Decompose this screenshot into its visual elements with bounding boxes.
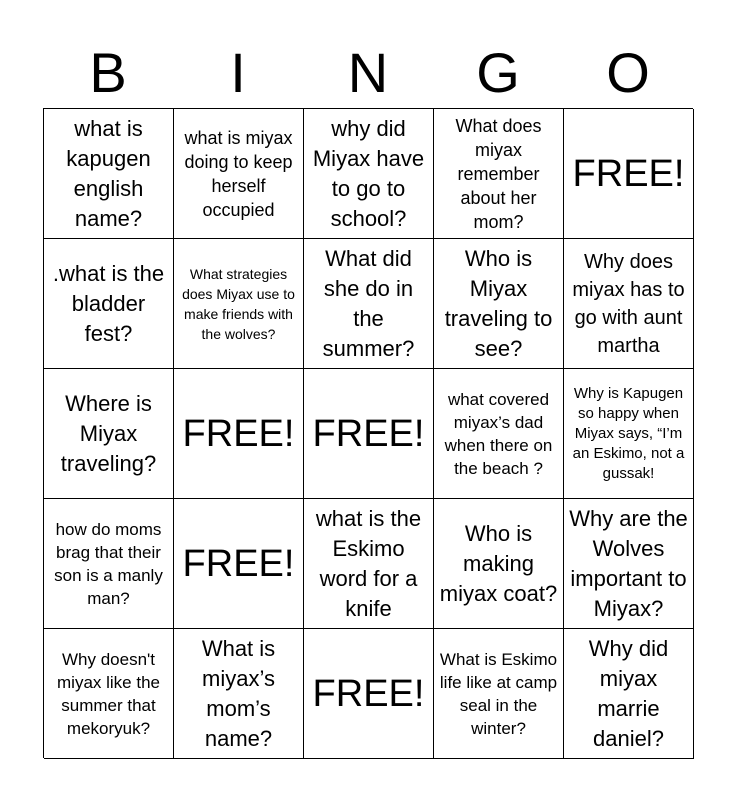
bingo-cell-r3c2-free[interactable]	[174, 369, 304, 499]
bingo-cell-r5c5[interactable]	[564, 629, 694, 759]
bingo-cell-r4c5[interactable]	[564, 499, 694, 629]
bingo-cell-r4c2-free[interactable]	[174, 499, 304, 629]
cell-text: why did Miyax have to go to school?	[312, 115, 425, 231]
cell-text: how do moms brag that their son is a manly man?	[54, 519, 163, 608]
free-space-label: FREE!	[572, 152, 685, 195]
cell-text: Why doesn't miyax like the summer that mekoryuk?	[57, 649, 160, 738]
bingo-cell-r5c2[interactable]	[174, 629, 304, 759]
cell-text: .what is the bladder fest?	[52, 260, 165, 346]
cell-text: Where is Miyax traveling?	[60, 390, 157, 476]
cell-text: What is miyax’s mom’s name?	[201, 635, 276, 751]
header-letter-g: G	[476, 41, 520, 104]
header-letter-o: O	[606, 41, 650, 104]
cell-text: What strategies does Miyax use to make friends with the wolves?	[182, 265, 295, 342]
bingo-cell-r5c1[interactable]	[44, 629, 174, 759]
header-letter-n: N	[347, 41, 389, 104]
header-letter-b: B	[89, 41, 127, 104]
bingo-cell-r2c1[interactable]	[44, 239, 174, 369]
free-space-label: FREE!	[312, 672, 425, 715]
cell-text: Who is making miyax coat?	[439, 520, 558, 606]
bingo-cell-r4c3[interactable]	[304, 499, 434, 629]
cell-text: what covered miyax’s dad when there on the beach ?	[444, 389, 553, 478]
header-letter-i: I	[230, 41, 246, 104]
bingo-cell-r4c1[interactable]	[44, 499, 174, 629]
free-space-label: FREE!	[182, 542, 295, 585]
bingo-cell-r2c3[interactable]	[304, 239, 434, 369]
bingo-cell-r1c2[interactable]	[174, 109, 304, 239]
cell-text: Why is Kapugen so happy when Miyax says, “I’m an Eskimo, not a gussak!	[572, 384, 685, 482]
cell-text: what is the Eskimo word for a knife	[315, 505, 422, 621]
bingo-cell-r1c4[interactable]	[434, 109, 564, 239]
bingo-cell-r1c3[interactable]	[304, 109, 434, 239]
free-space-label: FREE!	[182, 412, 295, 455]
bingo-cell-r4c4[interactable]	[434, 499, 564, 629]
cell-text: What does miyax remember about her mom?	[455, 115, 542, 232]
bingo-cell-r1c5-free[interactable]	[564, 109, 694, 239]
cell-text: Who is Miyax traveling to see?	[444, 245, 553, 361]
bingo-cell-r5c3-free[interactable]	[304, 629, 434, 759]
bingo-cell-r2c5[interactable]	[564, 239, 694, 369]
bingo-cell-r3c4[interactable]	[434, 369, 564, 499]
cell-text: what is kapugen english name?	[66, 115, 151, 231]
bingo-cell-r3c5[interactable]	[564, 369, 694, 499]
cell-text: Why are the Wolves important to Miyax?	[569, 505, 688, 621]
bingo-cell-r1c1[interactable]	[44, 109, 174, 239]
cell-text: Why did miyax marrie daniel?	[588, 635, 669, 751]
bingo-cell-r5c4[interactable]	[434, 629, 564, 759]
bingo-header	[43, 38, 693, 108]
bingo-cell-r3c3-free[interactable]	[304, 369, 434, 499]
cell-text: what is miyax doing to keep herself occupied	[184, 127, 293, 220]
bingo-card-grid	[43, 108, 693, 758]
free-space-label: FREE!	[312, 412, 425, 455]
bingo-cell-r2c4[interactable]	[434, 239, 564, 369]
cell-text: What is Eskimo life like at camp seal in the winter?	[439, 649, 558, 738]
cell-text: Why does miyax has to go with aunt martha	[572, 250, 685, 357]
cell-text: What did she do in the summer?	[322, 245, 415, 361]
bingo-cell-r2c2[interactable]	[174, 239, 304, 369]
bingo-cell-r3c1[interactable]	[44, 369, 174, 499]
